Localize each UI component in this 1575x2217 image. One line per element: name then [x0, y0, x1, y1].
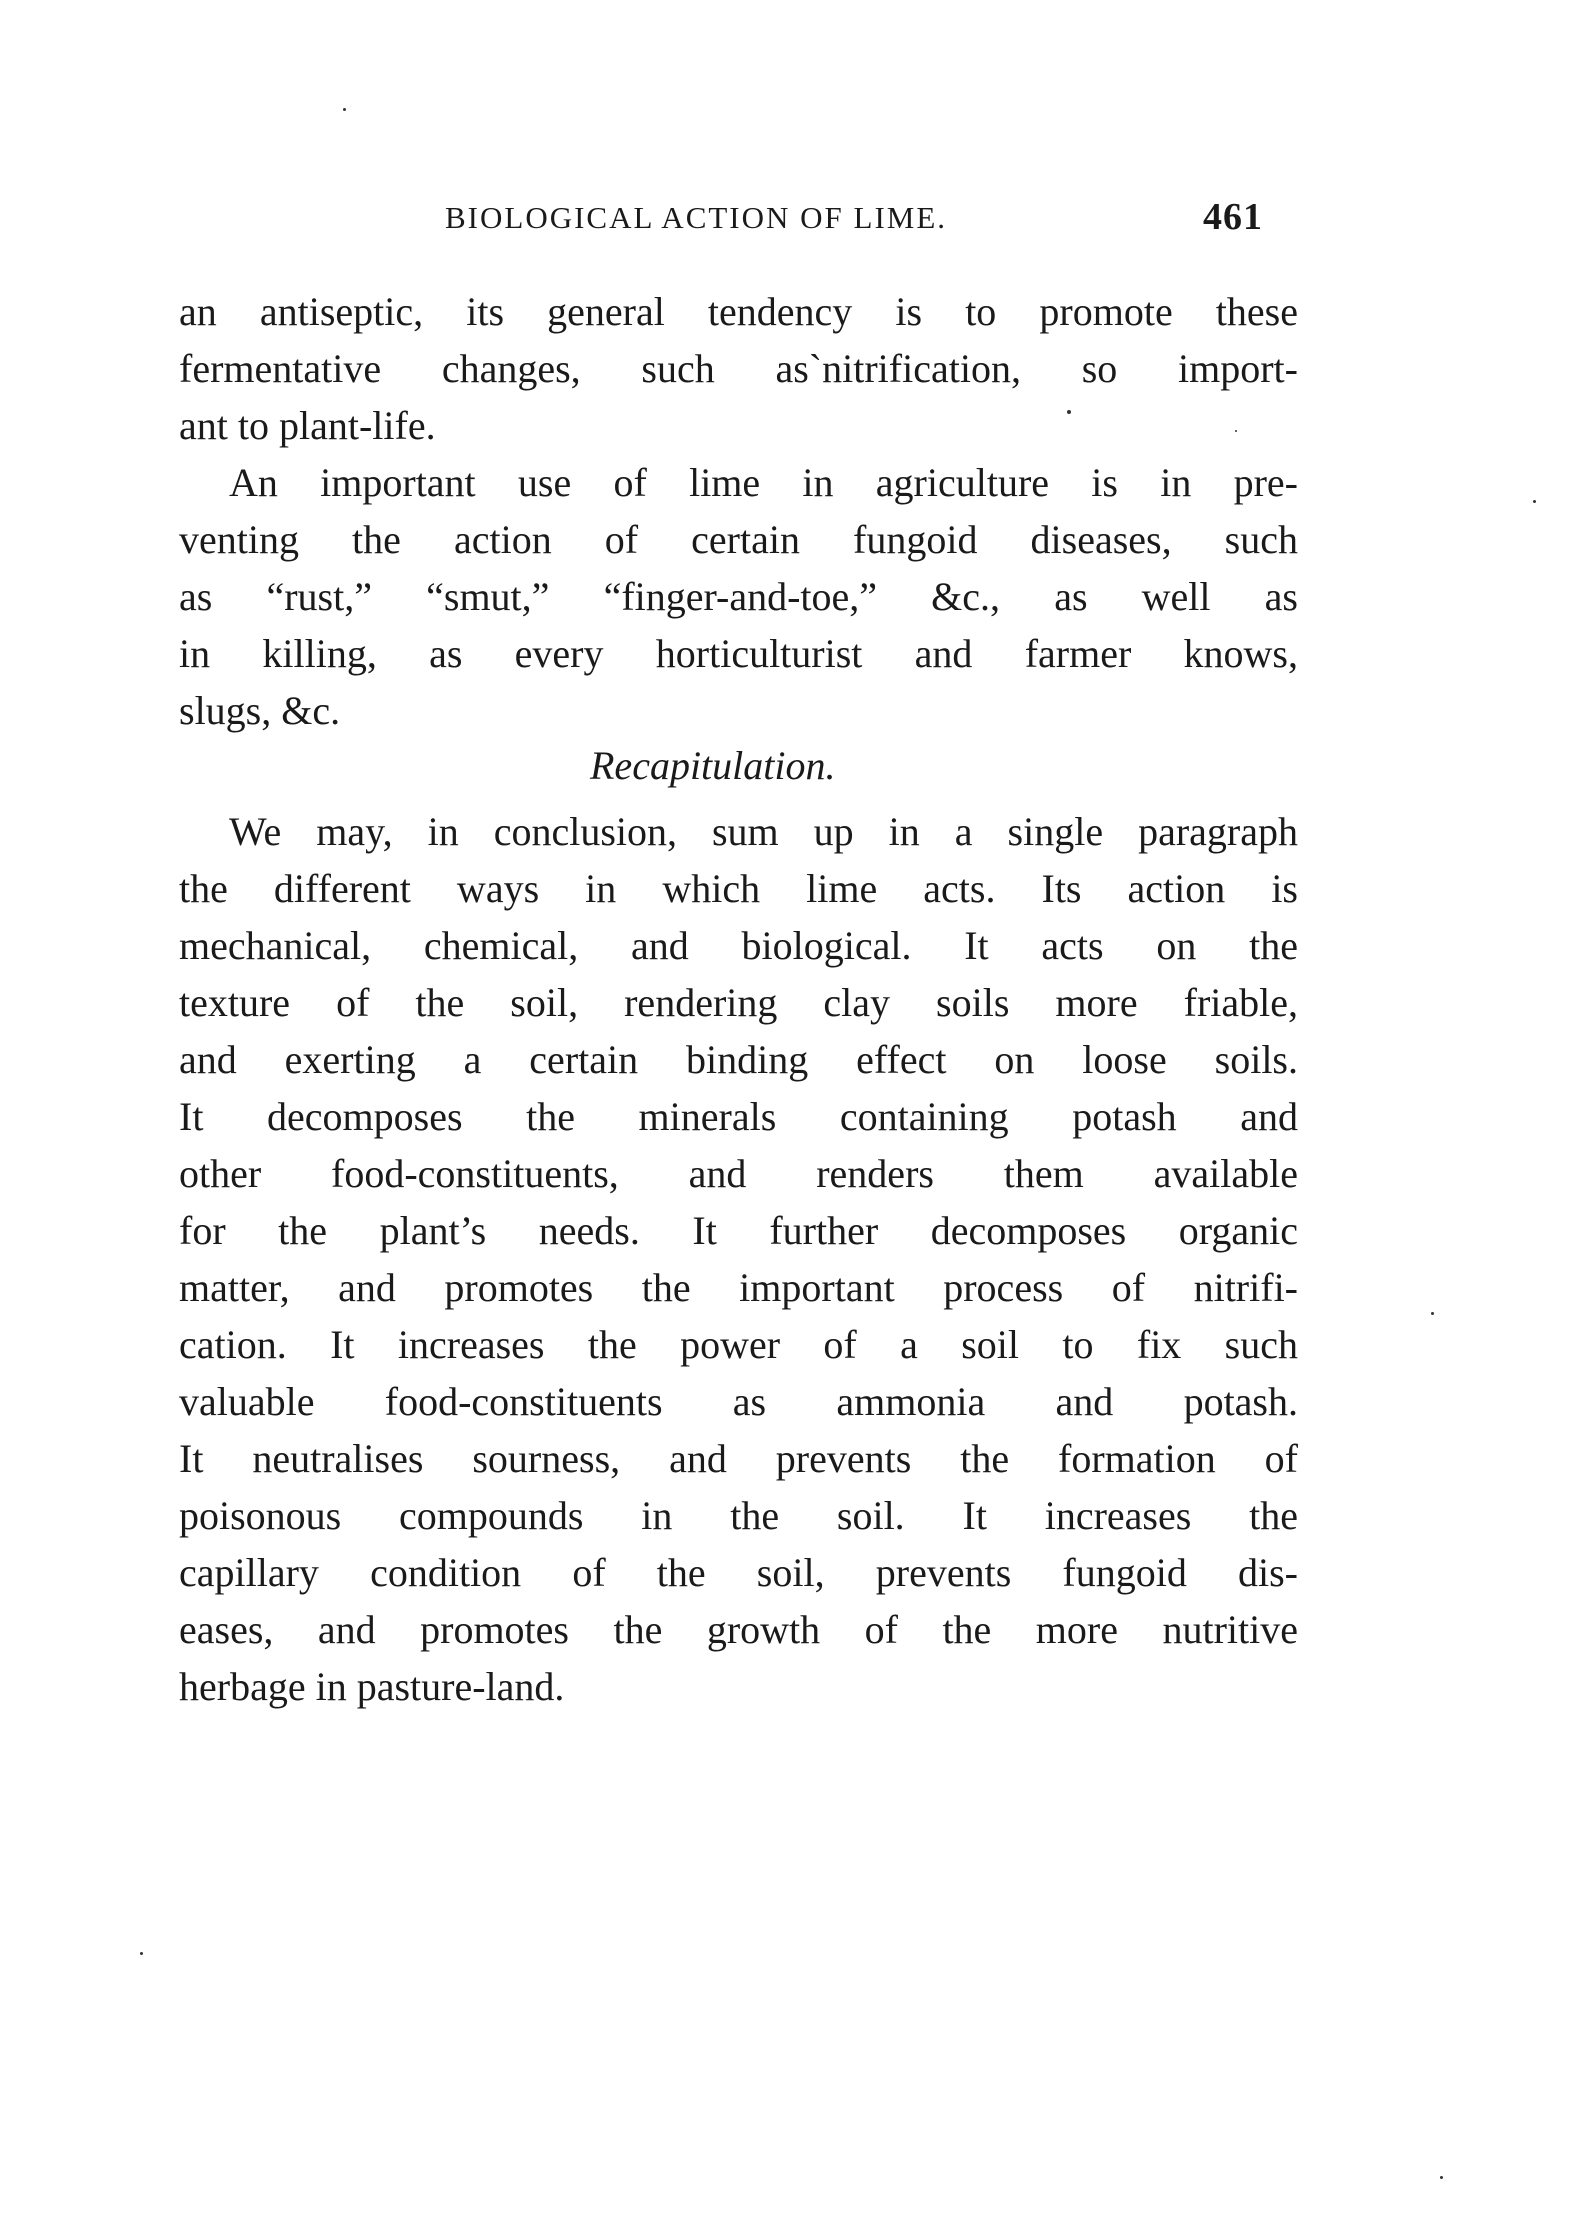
- text-line: venting the action of certain fungoid diseases, such: [179, 517, 1298, 562]
- section-heading: Recapitulation.: [590, 743, 836, 788]
- text-line: It decomposes the minerals containing potash and: [179, 1094, 1298, 1139]
- text-line: fermentative changes, such as`nitrification, so import-: [179, 346, 1298, 391]
- text-line: herbage in pasture-land.: [179, 1664, 565, 1709]
- scan-speck: [140, 1952, 143, 1955]
- text-line: eases, and promotes the growth of the more nutritive: [179, 1607, 1298, 1652]
- text-line: ant to plant-life.: [179, 403, 436, 448]
- text-line: capillary condition of the soil, prevents fungoid dis-: [179, 1550, 1298, 1595]
- text-line: as “rust,” “smut,” “finger-and-toe,” &c., as well as: [179, 574, 1298, 619]
- text-line: An important use of lime in agriculture is in pre-: [229, 460, 1298, 505]
- scan-speck: [1235, 430, 1237, 432]
- scan-speck: [1431, 1312, 1434, 1315]
- text-line: matter, and promotes the important process of nitrifi-: [179, 1265, 1298, 1310]
- text-line: an antiseptic, its general tendency is to promote these: [179, 289, 1298, 334]
- scan-speck: [343, 108, 346, 111]
- text-line: valuable food-constituents as ammonia and potash.: [179, 1379, 1298, 1424]
- page-number: 461: [1203, 196, 1263, 238]
- running-head: BIOLOGICAL ACTION OF LIME.: [445, 200, 948, 235]
- text-line: cation. It increases the power of a soil to fix such: [179, 1322, 1298, 1367]
- text-line: It neutralises sourness, and prevents the formation of: [179, 1436, 1298, 1481]
- text-line: for the plant’s needs. It further decomposes organic: [179, 1208, 1298, 1253]
- text-line: and exerting a certain binding effect on loose soils.: [179, 1037, 1298, 1082]
- text-line: the different ways in which lime acts. Its action is: [179, 866, 1298, 911]
- text-line: texture of the soil, rendering clay soils more friable,: [179, 980, 1298, 1025]
- scan-speck: [1533, 500, 1536, 503]
- text-line: poisonous compounds in the soil. It increases the: [179, 1493, 1298, 1538]
- scan-speck: [1440, 2176, 1443, 2179]
- text-line: slugs, &c.: [179, 688, 341, 733]
- scan-speck: [1067, 410, 1071, 414]
- text-line: other food-constituents, and renders them available: [179, 1151, 1298, 1196]
- text-line: in killing, as every horticulturist and farmer knows,: [179, 631, 1298, 676]
- text-line: We may, in conclusion, sum up in a single paragraph: [229, 809, 1298, 854]
- text-line: mechanical, chemical, and biological. It acts on the: [179, 923, 1298, 968]
